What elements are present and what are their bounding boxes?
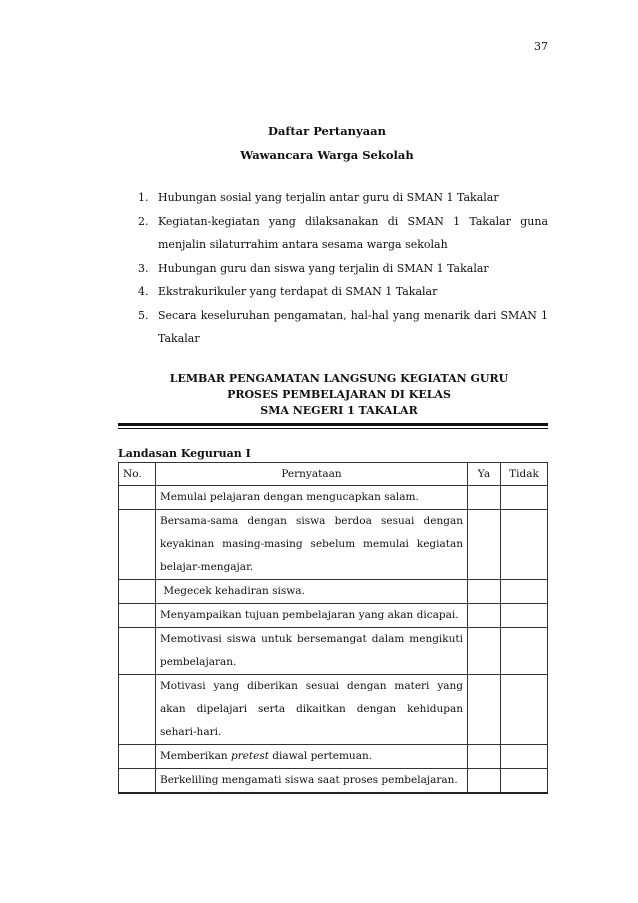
cell-ya[interactable] [468, 675, 501, 745]
cell-no [119, 675, 156, 745]
question-text: Secara keseluruhan pengamatan, hal-hal yang menarik dari SMAN 1 Takalar [158, 308, 548, 345]
page-number: 37 [534, 40, 548, 53]
cell-statement [156, 604, 468, 628]
statement-text: Megecek kehadiran siswa. [160, 585, 305, 597]
divider-thick [118, 423, 548, 426]
document-title: Daftar Pertanyaan [268, 124, 386, 138]
cell-ya[interactable] [468, 486, 501, 510]
cell-ya[interactable] [468, 580, 501, 604]
question-number: 3. [138, 261, 149, 275]
cell-tidak[interactable] [501, 628, 548, 675]
question-item [138, 210, 548, 257]
table-row [119, 580, 548, 604]
cell-no [119, 604, 156, 628]
question-list [138, 186, 548, 351]
table-row [119, 769, 548, 794]
document-subtitle: Wawancara Warga Sekolah [240, 148, 414, 162]
cell-no [119, 628, 156, 675]
cell-no [119, 769, 156, 794]
section-label: Landasan Keguruan I [118, 447, 251, 460]
statement-text: Memberikan [160, 750, 231, 762]
observation-title: LEMBAR PENGAMATAN LANGSUNG KEGIATAN GURU [169, 372, 509, 385]
question-item [138, 304, 548, 351]
statement-text: Motivasi yang diberikan sesuai dengan materi yang akan dipelajari serta dikaitkan dengan kehidupan sehari-hari. [160, 680, 463, 738]
table-row [119, 510, 548, 580]
question-item [138, 186, 548, 210]
cell-statement [156, 580, 468, 604]
cell-tidak[interactable] [501, 675, 548, 745]
question-text: Hubungan sosial yang terjalin antar guru di SMAN 1 Takalar [158, 191, 499, 204]
question-text: Hubungan guru dan siswa yang terjalin di SMAN 1 Takalar [158, 261, 489, 275]
cell-ya[interactable] [468, 510, 501, 580]
question-number: 5. [138, 308, 149, 322]
table-row [119, 628, 548, 675]
table-row [119, 604, 548, 628]
cell-no [119, 510, 156, 580]
statement-text: Berkeliling mengamati siswa saat proses pembelajaran. [160, 774, 458, 786]
statement-text: Memotivasi siswa untuk bersemangat dalam mengikuti pembelajaran. [160, 633, 463, 668]
cell-statement [156, 769, 468, 794]
table-row [119, 486, 548, 510]
question-number: 1. [138, 191, 149, 204]
cell-tidak[interactable] [501, 769, 548, 794]
header-tidak: Tidak [501, 463, 548, 486]
cell-ya[interactable] [468, 769, 501, 794]
statement-text: Bersama-sama dengan siswa berdoa sesuai dengan keyakinan masing-masing sebelum memulai kegiatan belajar-mengajar. [160, 515, 463, 573]
cell-tidak[interactable] [501, 580, 548, 604]
header-no: No. [119, 463, 156, 486]
divider-thin [118, 428, 548, 429]
cell-tidak[interactable] [501, 745, 548, 769]
cell-statement [156, 745, 468, 769]
cell-tidak[interactable] [501, 486, 548, 510]
observation-subtitle: PROSES PEMBELAJARAN DI KELAS [227, 388, 451, 401]
cell-statement [156, 675, 468, 745]
cell-statement [156, 628, 468, 675]
question-item [138, 257, 548, 281]
cell-tidak[interactable] [501, 604, 548, 628]
question-text: Kegiatan-kegiatan yang dilaksanakan di SMAN 1 Takalar guna menjalin silaturrahim antara sesama warga sekolah [158, 214, 548, 251]
question-number: 2. [138, 214, 149, 228]
table-header-row [119, 463, 548, 486]
table-row [119, 745, 548, 769]
cell-statement [156, 486, 468, 510]
header-statement: Pernyataan [156, 463, 468, 486]
header-ya: Ya [468, 463, 501, 486]
statement-text: Menyampaikan tujuan pembelajaran yang akan dicapai. [160, 609, 459, 621]
cell-tidak[interactable] [501, 510, 548, 580]
statement-text-tail: diawal pertemuan. [268, 750, 373, 762]
cell-ya[interactable] [468, 604, 501, 628]
cell-no [119, 580, 156, 604]
statement-text: Memulai pelajaran dengan mengucapkan salam. [160, 491, 419, 503]
table-row [119, 675, 548, 745]
observation-table [118, 462, 548, 794]
cell-ya[interactable] [468, 745, 501, 769]
question-number: 4. [138, 285, 149, 298]
question-text: Ekstrakurikuler yang terdapat di SMAN 1 Takalar [158, 285, 438, 298]
statement-emphasis: pretest [230, 750, 269, 762]
question-item [138, 280, 548, 304]
cell-statement [156, 510, 468, 580]
cell-ya[interactable] [468, 628, 501, 675]
cell-no [119, 486, 156, 510]
observation-school: SMA NEGERI 1 TAKALAR [260, 404, 418, 417]
cell-no [119, 745, 156, 769]
